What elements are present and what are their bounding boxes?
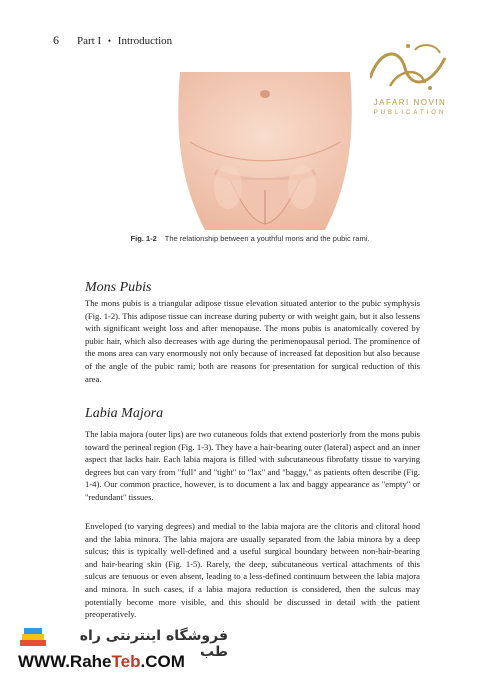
store-watermark [8,618,228,700]
store-url: WWW.RaheTeb.COM [18,652,185,671]
running-header-text [77,35,172,47]
book-stack-icon [18,624,48,650]
publisher-subtitle: PUBLICATION [373,110,447,116]
figure-label: Fig. 1-2 [130,234,157,243]
section-label: Introduction [117,34,173,47]
figure-caption-text: The relationship between a youthful mons and the pubic rami. [164,234,370,243]
publisher-name: JAFARI NOVIN [373,98,447,107]
figure-caption [0,234,500,243]
bullet-separator: • [107,35,112,46]
section-heading-labia-majora: Labia Majora [85,406,164,421]
part-label: Part I [77,34,102,47]
labia-majora-paragraph-1: The labia majora (outer lips) are two cutaneous folds that extend posteriorly from the mons pubis toward the perineal region (Fig. 1-3). They have a hair-bearing outer (lateral) aspect and an inner aspect that lacks hair. Each labia majora is filled with subcutaneous fibrofatty tissue to varying degrees but can vary from "full" and "tight" to "lax" and "baggy," as patients often describe (Fig. 1-4). Our common practice, however, is to document a lax and baggy appearance as "empty" or "redundant" tissues. [85,429,420,502]
running-header [53,33,172,48]
labia-majora-paragraph-2: Enveloped (to varying degrees) and medial to the labia majora are the clitoris and clitoral hood and the labia minora. The labia majora are usually separated from the labia minora by a deep sulcus; this is typically well-defined and a useful surgical boundary between non-hair-bearing and hair-bearing skin (Fig. 1-5). Rarely, the deep, subcutaneous vertical attachments of this sulcus are tenuous or even absent, leading to a less-defined continuum between the labia majora and minora. In such cases, if a labia majora reduction is considered, then the sulcus may potentially become more visible, and this should be discussed in detail with the patient preoperatively. [85,521,420,620]
mons-pubis-paragraph: The mons pubis is a triangular adipose tissue elevation situated anterior to the pubic symphysis (Fig. 1-2). This adipose tissue can increase during puberty or with weight gain, but it also lessens with significant weight loss and after menopause. The mons pubis is anatomically covered by pubic hair, which also decreases with age during the perimenopausal period. The prominence of the mons area can vary enormously not only because of increased fat deposition but also because of the angle of the pubic rami; both are reasons for presentation for surgical reduction of this area. [85,298,420,384]
section-heading-mons-pubis: Mons Pubis [85,280,152,295]
store-persian-name: فروشگاه اینترنتی راه طب [79,628,228,660]
page-number: 6 [53,33,59,47]
calligraphy-logo-icon [360,38,460,96]
anatomy-illustration [160,72,370,230]
